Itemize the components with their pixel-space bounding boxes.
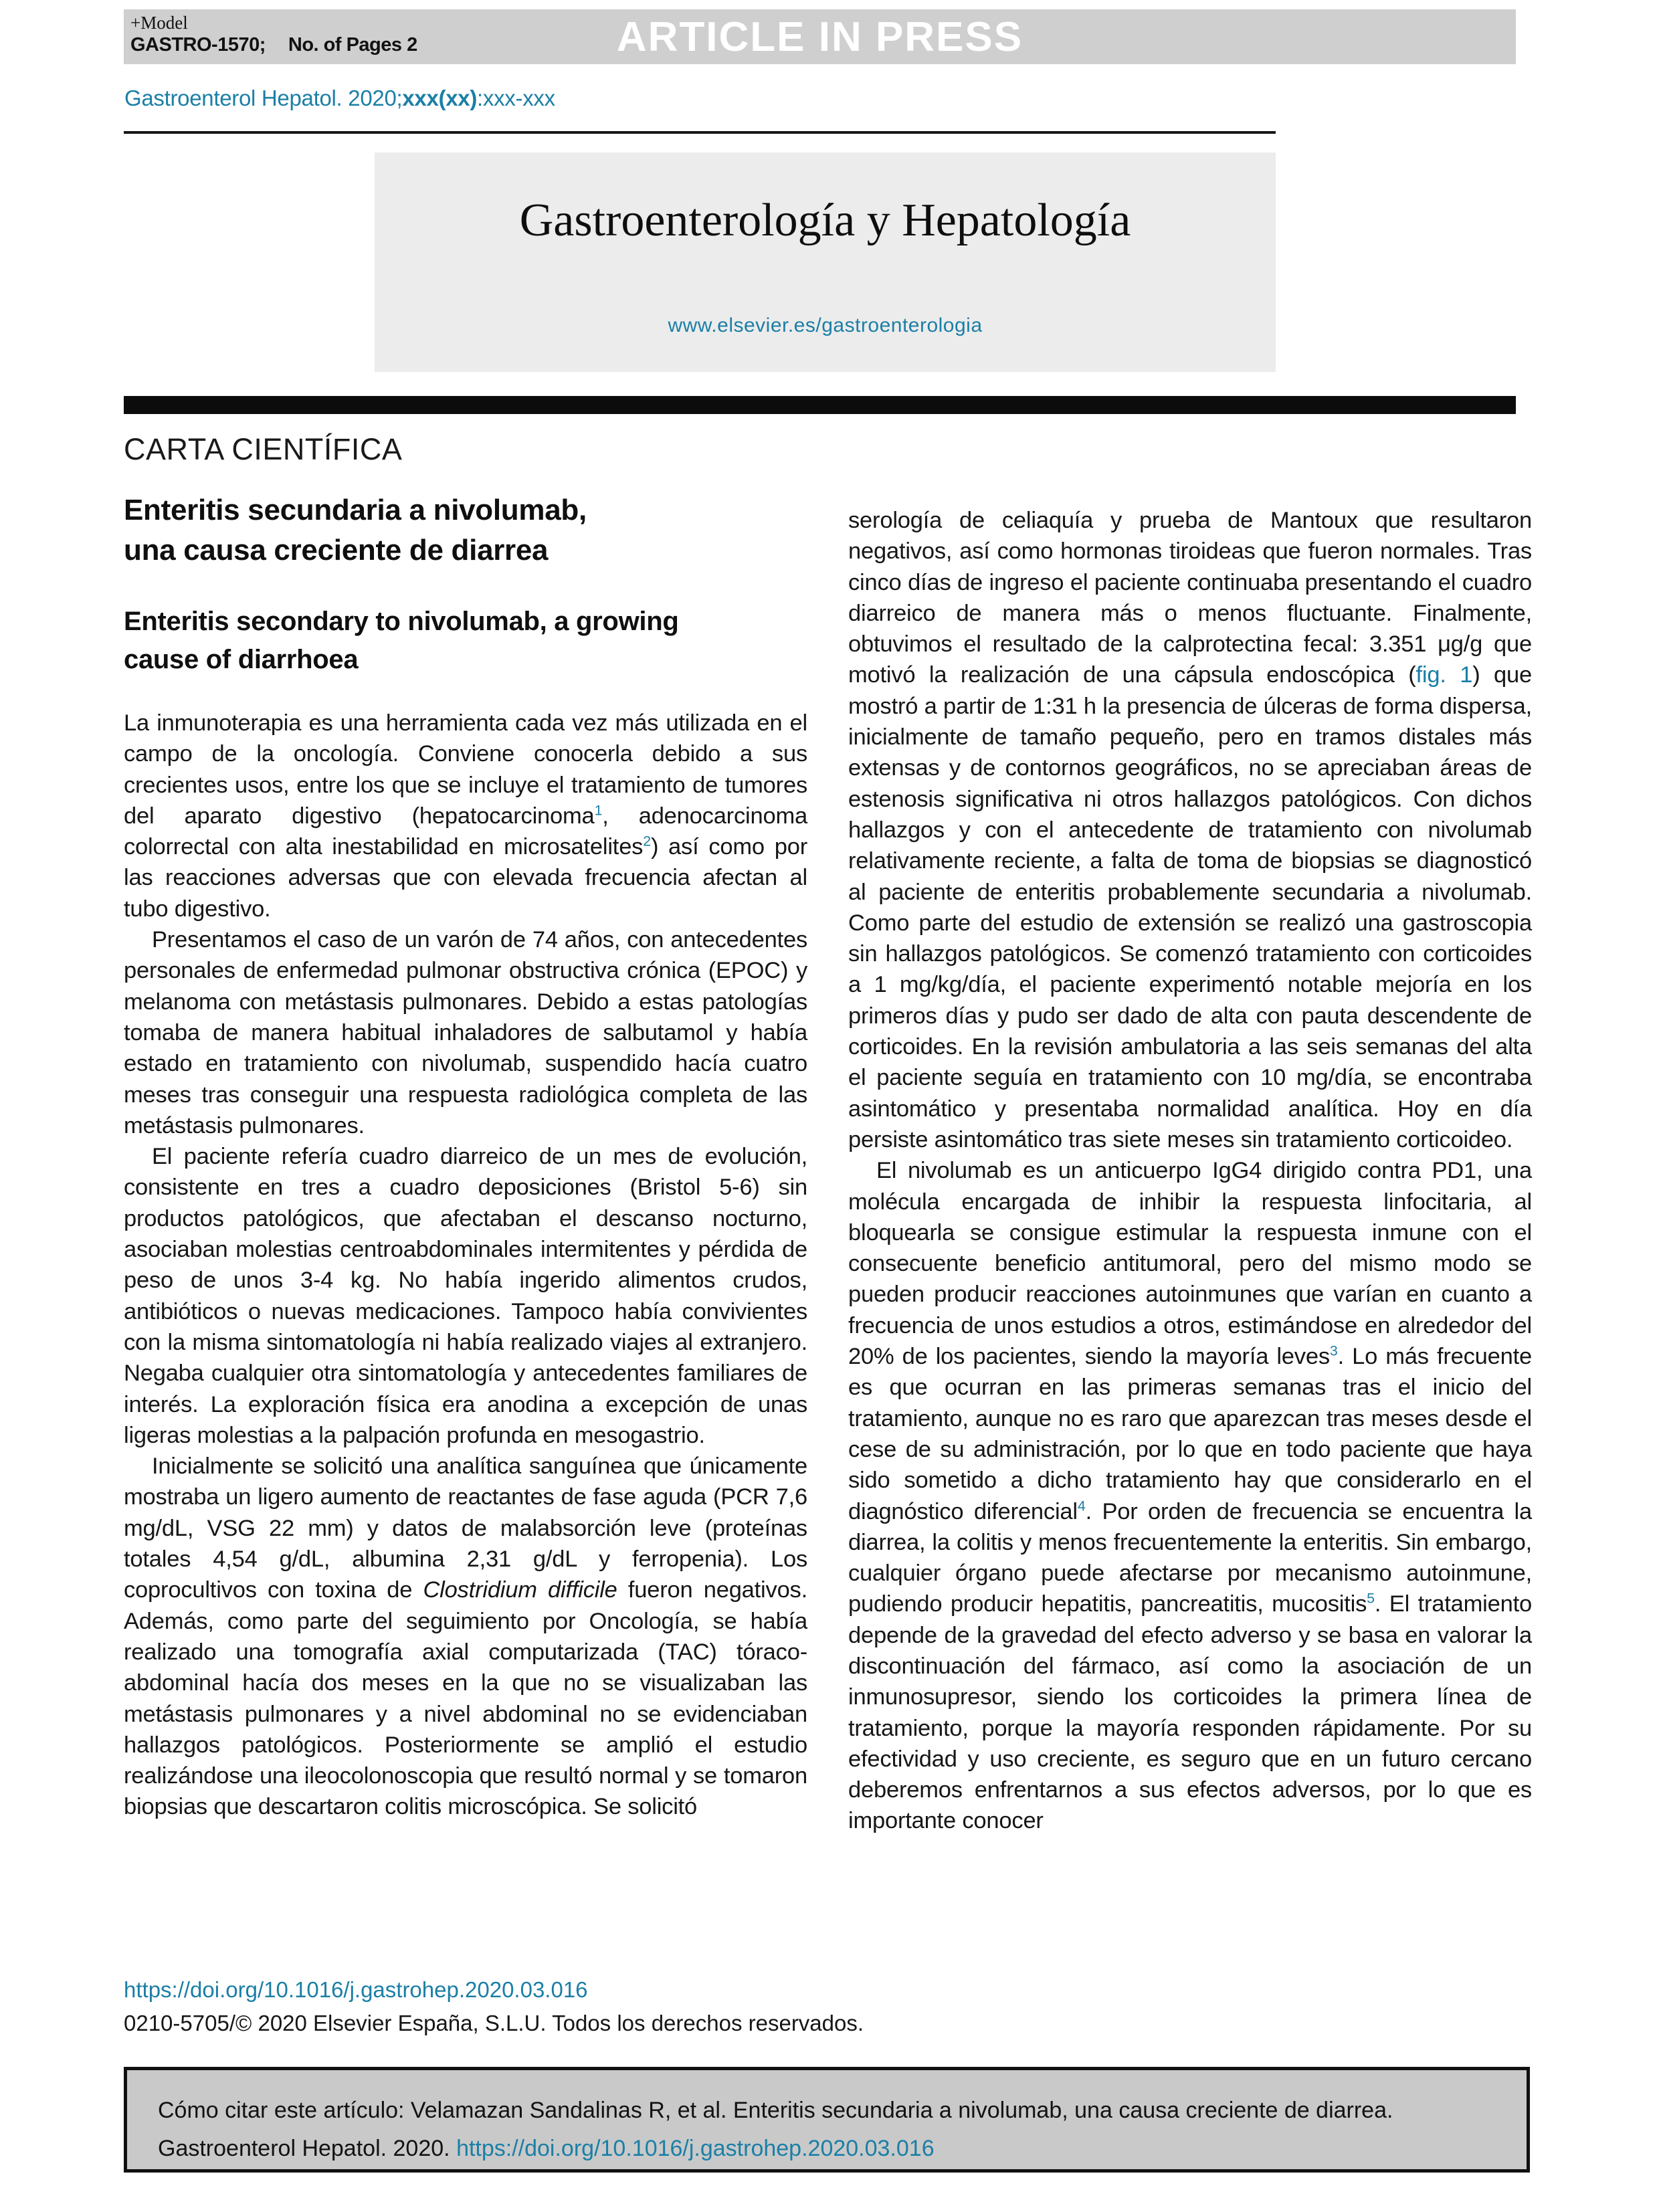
article-in-press-banner — [124, 9, 1516, 64]
text-run: serología de celiaquía y prueba de Mantoux que resultaron negativos, así como hormonas tiroideas que fueron normales. Tras cinco días de ingreso el paciente continuaba presentando el cuadro diarreico de manera más o menos fluctuante. Finalmente, obtuvimos el resultado de la calprotectina fecal: 3.351 μg/g que motivó la realización de una cápsula endoscópica ( — [848, 508, 1532, 688]
text-run: . Lo más frecuente es que ocurran en las primeras semanas tras el inicio del tratamiento, aunque no es raro que aparezcan tras meses desde el cese de su administración, por lo que en todo paciente que haya sido sometido a dicho tratamiento hay que considerarlo en el diagnóstico diferencial — [848, 1344, 1533, 1524]
reference-superscript-link[interactable]: 1 — [594, 802, 603, 819]
text-run: ) que mostró a partir de 1:31 h la presencia de úlceras de forma dispersa, inicialmente de tamaño pequeño, pero en tramos distales más extensas y de contornos geográficos, no se apreciaban áreas de estenosis significativa ni otros hallazgos patológicos. Con dichos hallazgos y con el antecedente de tratamiento con nivolumab relativamente reciente, a falta de toma de biopsias se diagnosticó al paciente de enteritis probablemente secundaria a nivolumab. Como parte del estudio de extensión se realizó una gastroscopia sin hallazgos patológicos. Se comenzó tratamiento con corticoides a 1 mg/kg/día, el paciente experimentó notable mejoría en los primeros días y pudo ser dado de alta con pauta descendente de corticoides. En la revisión ambulatoria a las seis semanas del alta el paciente seguía en tratamiento con 10 mg/día, se encontraba asintomático y presentaba normalidad analítica. Hoy en día persiste asintomático tras siete meses sin tratamiento corticoideo. — [848, 662, 1532, 1152]
text-run: Inicialmente se solicitó una analítica sanguínea que únicamente mostraba un ligero aumento de reactantes de fase aguda (PCR 7,6 mg/dL, VSG 22 mm) y datos de malabsorción leve (proteínas totales 4,54 g/dL, albumina 2,31 g/dL y ferropenia). Los coprocultivos con toxina de — [124, 1453, 807, 1603]
reference-superscript-link[interactable]: 3 — [1329, 1342, 1338, 1359]
manuscript-number: GASTRO-1570; — [130, 34, 266, 56]
article-title-spanish — [124, 490, 587, 571]
figure-reference-link[interactable]: fig. 1 — [1416, 662, 1473, 688]
header-divider-rule — [124, 131, 1276, 134]
species-name-italic: Clostridium difficile — [423, 1577, 617, 1603]
journal-ref-pages: :xxx-xxx — [477, 86, 555, 110]
model-label: +Model — [130, 13, 188, 33]
how-to-cite-doi-link[interactable]: https://doi.org/10.1016/j.gastrohep.2020.03.016 — [456, 2136, 935, 2161]
text-run: El paciente refería cuadro diarreico de un mes de evolución, consistente en tres a cuadro deposiciones (Bristol 5-6) sin productos patológicos, que afectaban el descanso nocturno, asociaban molestias centroabdominales intermitentes y pérdida de peso de unos 3-4 kg. No había ingerido alimentos crudos, antibióticos o nuevas medicaciones. Tampoco había convivientes con la misma sintomatología ni había realizado viajes al extranjero. Negaba cualquier otra sintomatología y antecedentes familiares de interés. La exploración física era anodina a excepción de unas ligeras molestias a la palpación profunda en mesogastrio. — [124, 1144, 807, 1448]
section-label: CARTA CIENTÍFICA — [124, 432, 403, 466]
journal-ref-prefix: Gastroenterol Hepatol. 2020; — [124, 86, 403, 110]
text-run: Presentamos el caso de un varón de 74 años, con antecedentes personales de enfermedad pulmonar obstructiva crónica (EPOC) y melanoma con metástasis pulmonares. Debido a estas patologías tomaba de manera habitual inhaladores de salbutamol y había estado en tratamiento con nivolumab, suspendido hacía cuatro meses tras conseguir una respuesta radiológica completa de las metástasis pulmonares. — [124, 927, 807, 1138]
how-to-cite-box — [124, 2067, 1530, 2173]
body-paragraph — [848, 1155, 1532, 1837]
pages-count-label: No. of Pages 2 — [288, 34, 417, 56]
article-title-english — [124, 603, 678, 679]
text-run: . El tratamiento depende de la gravedad del efecto adverso y se basa en valorar la discontinuación del fármaco, así como la asociación de un inmunosupresor, siendo los corticoides la primera línea de tratamiento, porque la mayoría responden rápidamente. Por su efectividad y uso creciente, es seguro que en un futuro cercano deberemos enfrentarnos a sus efectos adversos, por lo que es importante conocer — [848, 1591, 1532, 1834]
text-run: ) así como por las reacciones adversas que con elevada frecuencia afectan al tubo digestivo. — [124, 834, 807, 922]
journal-masthead-box — [375, 153, 1276, 372]
text-run: fueron negativos. Además, como parte del seguimiento por Oncología, se había realizado una tomografía axial computarizada (TAC) tóraco-abdominal hacía dos meses en la que no se visualizaban las metástasis pulmonares y a nivel abdominal no se evidenciaban hallazgos patológicos. Posteriormente se amplió el estudio realizándose una ileocolonoscopia que resultó normal y se tomaron biopsias que descartaron colitis microscópica. Se solicitó — [124, 1577, 807, 1820]
body-paragraph — [124, 1451, 807, 1823]
article-in-press-label: ARTICLE IN PRESS — [616, 14, 1023, 60]
journal-title: Gastroenterología y Hepatología — [519, 195, 1131, 246]
text-run: , adenocarcinoma colorrectal con alta inestabilidad en microsatelites — [124, 803, 807, 860]
doi-link[interactable]: https://doi.org/10.1016/j.gastrohep.2020.03.016 — [124, 1977, 588, 2002]
body-paragraph — [124, 1141, 807, 1451]
journal-ref-volume: xxx(xx) — [402, 86, 478, 110]
reference-superscript-link[interactable]: 5 — [1367, 1590, 1375, 1607]
journal-citation-line — [124, 86, 555, 111]
body-paragraph — [124, 708, 807, 924]
section-divider-bar — [124, 396, 1516, 414]
article-title-es-line2: una causa creciente de diarrea — [124, 534, 549, 567]
text-run: . Por orden de frecuencia se encuentra la diarrea, la colitis y menos frecuentemente la enteritis. Sin embargo, cualquier órgano puede afectarse por mecanismo autoinmune, pudiendo producir hepatitis, pancreatitis, mucositis — [848, 1498, 1532, 1617]
body-paragraph — [124, 924, 807, 1141]
text-run: El nivolumab es un anticuerpo IgG4 dirigido contra PD1, una molécula encargada de inhibir la respuesta linfocitaria, al bloquearla se consigue estimular la respuesta inmune con el consecuente beneficio antitumoral, pero del mismo modo se pueden producir reacciones autoinmunes que varían en cuanto a frecuencia de unos estudios a otros, estimándose en alrededor del 20% de los pacientes, siendo la mayoría leves — [848, 1158, 1532, 1370]
body-column-right — [848, 505, 1532, 1837]
journal-website-link[interactable]: www.elsevier.es/gastroenterologia — [668, 314, 983, 336]
body-column-left — [124, 708, 807, 1823]
body-paragraph — [848, 505, 1532, 1155]
first-page-footnote — [124, 1973, 864, 2040]
reference-superscript-link[interactable]: 2 — [643, 833, 651, 849]
copyright-line: 0210-5705/© 2020 Elsevier España, S.L.U. Todos los derechos reservados. — [124, 2011, 864, 2035]
article-title-en-line1: Enteritis secondary to nivolumab, a growing — [124, 607, 679, 636]
reference-superscript-link[interactable]: 4 — [1077, 1498, 1086, 1514]
how-to-cite-text: Cómo citar este artículo: Velamazan Sandalinas R, et al. Enteritis secundaria a nivolumab, una causa creciente de diarrea. Gastroenterol Hepatol. 2020. — [158, 2098, 1393, 2161]
article-title-es-line1: Enteritis secundaria a nivolumab, — [124, 494, 587, 526]
article-title-en-line2: cause of diarrhoea — [124, 645, 359, 674]
text-run: La inmunoterapia es una herramienta cada vez más utilizada en el campo de la oncología. Conviene conocerla debido a sus crecientes usos, entre los que se incluye el tratamiento de tumores del aparato digestivo (hepatocarcinoma — [124, 710, 807, 829]
